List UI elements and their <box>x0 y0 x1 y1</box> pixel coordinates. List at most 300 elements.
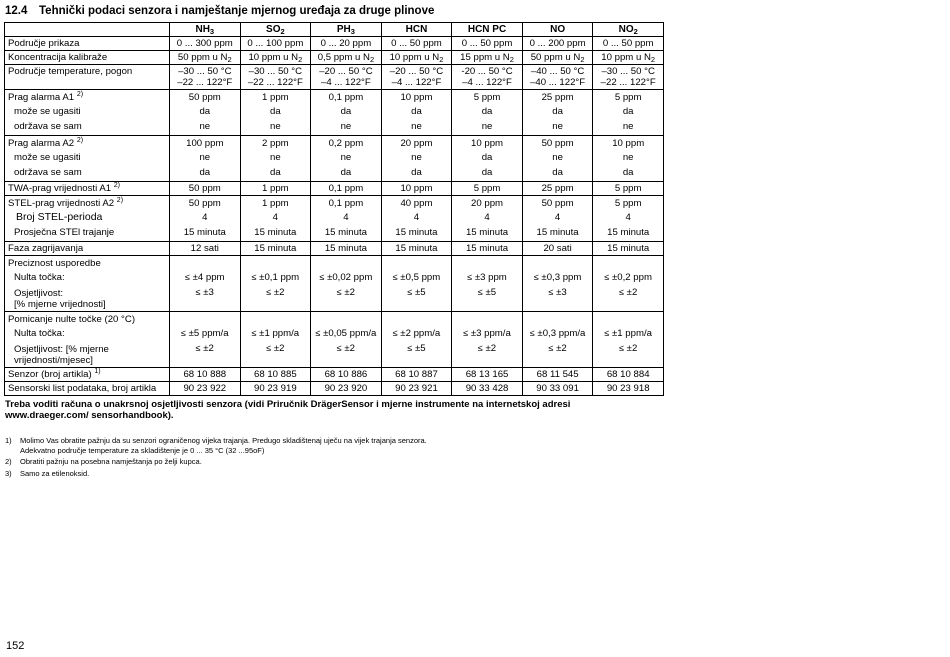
stel-periods: 4 <box>343 212 349 223</box>
page-number: 152 <box>6 640 25 652</box>
group-spacer <box>596 356 660 364</box>
le-sign: ≤ <box>195 343 201 353</box>
alarm-a2-footnote-ref: 2) <box>76 137 84 144</box>
alarm-latching: da <box>411 167 422 178</box>
gas-subscript: 2 <box>280 27 285 36</box>
alarm-can-ack: ne <box>270 152 281 163</box>
alarm-value: 10 ppm <box>400 92 433 103</box>
stel-label: STEL-prag vrijednosti A2 <box>8 198 115 209</box>
zero-value: ≤ ±0,02 ppm <box>319 272 373 283</box>
le-sign: ≤ <box>548 287 554 297</box>
n2-subscript: 2 <box>439 55 444 64</box>
stel-value: 40 ppm <box>400 198 433 209</box>
cell-drift <box>593 312 664 368</box>
cell-twa: 25 ppm <box>522 182 593 196</box>
cell-datasheet: 90 23 920 <box>311 382 382 396</box>
group-spacer <box>173 356 237 364</box>
le-sign: ≤ <box>185 272 190 282</box>
group-spacer <box>385 257 449 270</box>
group-spacer <box>526 356 590 364</box>
stel-value: 1 ppm <box>262 198 289 209</box>
alarm-a1-latching-label: održava se sam <box>14 121 82 132</box>
cell-calibration: 10 ppm u $N_2$ <box>240 51 311 65</box>
cell-sensor: 68 11 545 <box>522 368 593 382</box>
le-sign: ≤ <box>392 272 398 282</box>
alarm-value: 0,1 ppm <box>328 92 364 103</box>
cell-display-range: 0 ... 20 ppm <box>311 37 382 51</box>
cell-alarm-a2 <box>452 136 523 182</box>
alarm-value: 0,2 ppm <box>328 138 364 149</box>
zero-value: ≤ ±2 ppm/a <box>392 328 441 339</box>
cell-alarm-a1 <box>170 90 241 136</box>
section-title: Tehnički podaci senzora i namještanje mjernog uređaja za druge plinove <box>39 5 435 17</box>
le-sign: ≤ <box>315 328 321 338</box>
footnote-number: 2) <box>5 457 12 466</box>
cell-twa: 5 ppm <box>452 182 523 196</box>
stel-duration: 15 minuta <box>395 227 438 238</box>
le-sign: ≤ <box>604 272 610 282</box>
temp-fahrenheit: –22 ... 122°F <box>247 77 303 88</box>
le-sign: ≤ <box>266 287 272 297</box>
alarm-can-ack: da <box>481 152 493 163</box>
alarm-latching: ne <box>552 121 563 132</box>
stel-periods: 4 <box>413 212 420 223</box>
stel-duration: 15 minuta <box>324 227 367 238</box>
cell-alarm-a1 <box>593 90 664 136</box>
sens-value: ≤ ±2 <box>477 343 497 354</box>
le-sign: ≤ <box>195 287 201 297</box>
group-spacer <box>173 313 237 326</box>
zero-value: ≤ ±0,1 ppm <box>251 272 300 283</box>
cell-sensor: 68 10 888 <box>170 368 241 382</box>
n2-subscript: 2 <box>580 55 585 64</box>
section-heading <box>5 5 434 17</box>
alarm-can-ack: da <box>340 106 352 117</box>
le-sign: ≤ <box>604 328 610 338</box>
footnote <box>5 436 655 455</box>
precision-label: Preciznost usporedbe <box>8 258 101 269</box>
cell-twa: 50 ppm <box>170 182 241 196</box>
cell-precision <box>381 256 452 312</box>
group-spacer <box>385 300 449 308</box>
cell-warmup: 15 minuta <box>240 242 311 256</box>
section-number: 12.4 <box>5 5 28 17</box>
cell-twa: 1 ppm <box>240 182 311 196</box>
label-temperature: Područje temperature, pogon <box>5 65 170 90</box>
alarm-latching: da <box>270 167 281 178</box>
stel-periods: 4 <box>554 212 561 223</box>
le-sign: ≤ <box>477 343 483 353</box>
cell-temperature <box>522 65 593 90</box>
alarm-value: 5 ppm <box>614 92 642 103</box>
group-spacer <box>314 300 378 308</box>
le-sign: ≤ <box>181 328 186 338</box>
alarm-can-ack: da <box>199 106 211 117</box>
n2-subscript: 2 <box>509 55 514 64</box>
alarm-latching: ne <box>270 121 281 132</box>
stel-footnote-ref: 2) <box>116 197 124 204</box>
cell-temperature <box>452 65 523 90</box>
stel-periods: 4 <box>484 212 490 223</box>
drift-label: Pomicanje nulte točke (20 °C) <box>8 314 136 325</box>
temp-fahrenheit: –22 ... 122°F <box>177 77 233 88</box>
label-drift <box>5 312 170 368</box>
alarm-value: 100 ppm <box>186 138 224 149</box>
cell-datasheet: 90 23 922 <box>170 382 241 396</box>
le-sign: ≤ <box>463 328 469 338</box>
cell-drift <box>452 312 523 368</box>
stel-value: 50 ppm <box>188 198 221 209</box>
row-alarm-a1 <box>5 90 664 136</box>
cell-alarm-a2 <box>311 136 382 182</box>
group-spacer <box>173 300 237 308</box>
row-alarm-a2 <box>5 136 664 182</box>
cell-twa: 5 ppm <box>593 182 664 196</box>
cell-alarm-a1 <box>240 90 311 136</box>
gas-header: $NH_3$ <box>170 23 241 37</box>
cell-stel <box>452 196 523 242</box>
temp-fahrenheit: –4 ... 122°F <box>462 77 512 88</box>
gas-subscript: 2 <box>633 27 638 36</box>
le-sign: ≤ <box>336 287 342 297</box>
temp-celsius: –20 ... 50 °C <box>319 66 373 77</box>
cell-calibration: 10 ppm u $N_2$ <box>381 51 452 65</box>
cell-datasheet: 90 23 921 <box>381 382 452 396</box>
n2-subscript: 2 <box>227 55 232 64</box>
group-spacer <box>526 257 590 270</box>
cell-datasheet: 90 33 428 <box>452 382 523 396</box>
row-drift <box>5 312 664 368</box>
sens-value: ≤ ±2 <box>195 343 214 354</box>
row-calibration <box>5 51 664 65</box>
stel-duration: 15 minuta <box>254 227 297 238</box>
sens-value: ≤ ±3 <box>548 287 567 298</box>
cell-alarm-a1 <box>452 90 523 136</box>
alarm-latching: da <box>199 167 211 178</box>
cell-sensor: 68 10 887 <box>381 368 452 382</box>
sensor-footnote-ref: 1) <box>94 368 101 375</box>
stel-duration: 15 minuta <box>465 227 509 238</box>
le-sign: ≤ <box>548 343 554 353</box>
cell-display-range: 0 ... 200 ppm <box>522 37 593 51</box>
row-twa <box>5 182 664 196</box>
cell-temperature <box>240 65 311 90</box>
zero-value: ≤ ±4 ppm <box>185 272 225 283</box>
temp-fahrenheit: –40 ... 122°F <box>530 77 586 88</box>
precision-sens-label-2: [% mjerne vrijednosti] <box>14 299 106 310</box>
alarm-latching: da <box>622 167 634 178</box>
cell-precision <box>311 256 382 312</box>
row-stel <box>5 196 664 242</box>
row-warmup <box>5 242 664 256</box>
drift-sens-label-2: vrijednosti/mjesec] <box>14 355 93 366</box>
le-sign: ≤ <box>467 272 473 282</box>
zero-value: ≤ ±1 ppm/a <box>251 328 300 339</box>
row-precision <box>5 256 664 312</box>
cell-alarm-a2 <box>240 136 311 182</box>
alarm-latching: da <box>481 167 493 178</box>
label-calibration: Koncentracija kalibraže <box>5 51 170 65</box>
group-spacer <box>314 257 378 270</box>
temp-fahrenheit: –4 ... 122°F <box>321 77 371 88</box>
alarm-latching: da <box>552 167 563 178</box>
drift-zero-label: Nulta točka: <box>14 328 65 339</box>
gas-header: HCN <box>381 23 452 37</box>
cell-drift <box>381 312 452 368</box>
cross-sensitivity-note: Treba voditi računa o unakrsnoj osjetljivosti senzora (vidi Priručnik DrägerSensor i mjerne instrumente na internetskoj adresi www.draeger.com/ sensorhandbook). <box>5 399 571 421</box>
cell-precision <box>522 256 593 312</box>
zero-value: ≤ ±0,3 ppm <box>533 272 582 283</box>
group-spacer <box>455 356 519 364</box>
footnote-line: Samo za etilenoksid. <box>20 468 90 478</box>
cell-display-range: 0 ... 50 ppm <box>452 37 523 51</box>
sens-value: ≤ ±2 <box>336 287 356 298</box>
sens-value: ≤ ±2 <box>266 343 285 354</box>
cell-datasheet: 90 23 919 <box>240 382 311 396</box>
cell-sensor: 68 10 884 <box>593 368 664 382</box>
gas-subscript: 3 <box>209 27 215 36</box>
cell-alarm-a1 <box>311 90 382 136</box>
alarm-value: 25 ppm <box>541 92 574 103</box>
le-sign: ≤ <box>619 343 625 353</box>
footnote-line: Obratiti pažnju na posebna namještanja po želji kupca. <box>20 457 202 466</box>
cell-warmup: 12 sati <box>170 242 241 256</box>
label-stel <box>5 196 170 242</box>
cell-temperature <box>593 65 664 90</box>
group-spacer <box>526 313 590 326</box>
cell-stel <box>311 196 382 242</box>
group-spacer <box>244 300 308 308</box>
cell-display-range: 0 ... 50 ppm <box>381 37 452 51</box>
footnote-number: 1) <box>5 436 12 445</box>
drift-sens-label-1: Osjetljivost: [% mjerne <box>14 344 109 355</box>
group-spacer <box>173 257 237 270</box>
alarm-value: 50 ppm <box>541 138 574 149</box>
cell-warmup: 15 minuta <box>593 242 664 256</box>
gas-header: $PH_3$ <box>311 23 382 37</box>
label-alarm-a2 <box>5 136 170 182</box>
le-sign: ≤ <box>251 272 257 282</box>
cell-stel <box>381 196 452 242</box>
group-spacer <box>455 313 519 326</box>
cell-calibration: 0,5 ppm u $N_2$ <box>311 51 382 65</box>
zero-value: ≤ ±3 ppm/a <box>463 328 511 339</box>
alarm-a1-footnote-ref: 2) <box>76 91 84 98</box>
alarm-a2-latching-label: održava se sam <box>14 167 82 178</box>
sens-value: ≤ ±3 <box>195 287 214 298</box>
stel-duration: 15 minuta <box>607 227 650 238</box>
cell-precision <box>593 256 664 312</box>
gas-header: $NO_2$ <box>593 23 664 37</box>
alarm-can-ack: ne <box>199 152 211 163</box>
precision-zero-label: Nulta točka: <box>14 272 65 283</box>
temp-fahrenheit: –4 ... 122°F <box>391 77 442 88</box>
le-sign: ≤ <box>266 343 272 353</box>
row-display-range <box>5 37 664 51</box>
alarm-a2-label: Prag alarma A2 <box>8 138 75 149</box>
n2-subscript: 2 <box>650 55 656 64</box>
cell-warmup: 20 sati <box>522 242 593 256</box>
group-spacer <box>314 356 378 364</box>
n2-subscript: 2 <box>369 55 375 64</box>
alarm-latching: ne <box>411 121 422 132</box>
gas-header: $SO_2$ <box>240 23 311 37</box>
sens-value: ≤ ±5 <box>407 343 426 354</box>
label-alarm-a1 <box>5 90 170 136</box>
alarm-a1-label: Prag alarma A1 <box>8 92 75 103</box>
le-sign: ≤ <box>619 287 625 297</box>
le-sign: ≤ <box>319 272 325 282</box>
le-sign: ≤ <box>477 287 483 297</box>
alarm-latching: ne <box>199 121 211 132</box>
sens-value: ≤ ±2 <box>336 343 356 354</box>
temp-celsius: –30 ... 50 °C <box>601 66 655 77</box>
cell-stel <box>240 196 311 242</box>
stel-periods: 4 <box>202 212 208 223</box>
sens-value: ≤ ±2 <box>548 343 567 354</box>
cell-twa: 10 ppm <box>381 182 452 196</box>
label-warmup: Faza zagrijavanja <box>5 242 170 256</box>
zero-value: ≤ ±1 ppm/a <box>604 328 652 339</box>
footnotes <box>5 436 655 480</box>
label-datasheet: Sensorski list podataka, broj artikla <box>5 382 170 396</box>
footnote-number: 3) <box>5 468 12 478</box>
cell-precision <box>240 256 311 312</box>
label-sensor <box>5 368 170 382</box>
temp-celsius: –20 ... 50 °C <box>389 66 444 77</box>
cell-datasheet: 90 33 091 <box>522 382 593 396</box>
cell-sensor: 68 10 885 <box>240 368 311 382</box>
cell-drift <box>522 312 593 368</box>
cell-temperature <box>381 65 452 90</box>
stel-duration: 15 minuta <box>183 227 226 238</box>
cell-precision <box>452 256 523 312</box>
alarm-can-ack: ne <box>340 152 352 163</box>
group-spacer <box>455 300 519 308</box>
stel-periods: 4 <box>272 212 279 223</box>
cell-calibration: 15 ppm u $N_2$ <box>452 51 523 65</box>
stel-value: 0,1 ppm <box>328 198 364 209</box>
group-spacer <box>244 356 308 364</box>
alarm-value: 50 ppm <box>188 92 221 103</box>
alarm-can-ack: da <box>622 106 634 117</box>
group-spacer <box>596 300 660 308</box>
footnote-line: Molimo Vas obratite pažnju da su senzori ograničenog vijeka trajanja. Predugo skladištenaj uječu na vijek trajanja senzora. <box>20 436 427 445</box>
group-spacer <box>455 257 519 270</box>
alarm-latching: ne <box>340 121 352 132</box>
le-sign: ≤ <box>407 287 413 297</box>
footnote-line: Adekvatno područje temperature za skladištenje je 0 ... 35 °C (32 ...95oF) <box>20 445 265 455</box>
alarm-value: 10 ppm <box>471 138 504 149</box>
group-spacer <box>244 313 308 326</box>
label-twa <box>5 182 170 196</box>
header-corner <box>5 23 170 37</box>
sens-value: ≤ ±5 <box>477 287 497 298</box>
cell-stel <box>170 196 241 242</box>
group-spacer <box>526 300 590 308</box>
twa-label: TWA-prag vrijednosti A1 <box>8 183 112 194</box>
zero-value: ≤ ±0,5 ppm <box>392 272 441 283</box>
le-sign: ≤ <box>392 328 398 338</box>
temp-celsius: –40 ... 50 °C <box>530 66 585 77</box>
group-spacer <box>385 313 449 326</box>
sens-value: ≤ ±2 <box>619 287 638 298</box>
alarm-value: 1 ppm <box>262 92 289 103</box>
alarm-can-ack: da <box>270 106 281 117</box>
cell-stel <box>522 196 593 242</box>
alarm-can-ack: ne <box>622 152 634 163</box>
zero-value: ≤ ±3 ppm <box>467 272 507 283</box>
cell-calibration: 50 ppm u $N_2$ <box>170 51 241 65</box>
cell-alarm-a1 <box>381 90 452 136</box>
n2-subscript: 2 <box>298 55 303 64</box>
temp-fahrenheit: –22 ... 122°F <box>600 77 656 88</box>
cell-alarm-a2 <box>593 136 664 182</box>
temp-celsius: -20 ... 50 °C <box>461 66 513 77</box>
le-sign: ≤ <box>336 343 342 353</box>
group-spacer <box>596 313 660 326</box>
alarm-can-ack: da <box>552 106 563 117</box>
cell-sensor: 68 13 165 <box>452 368 523 382</box>
alarm-latching: ne <box>481 121 493 132</box>
group-spacer <box>314 313 378 326</box>
cell-display-range: 0 ... 50 ppm <box>593 37 664 51</box>
alarm-a2-can-ack-label: može se ugasiti <box>14 152 81 163</box>
group-spacer <box>244 257 308 270</box>
gas-header: HCN PC <box>452 23 523 37</box>
footnote <box>5 469 655 479</box>
label-display-range: Područje prikaza <box>5 37 170 51</box>
cell-display-range: 0 ... 300 ppm <box>170 37 241 51</box>
zero-value: ≤ ±0,3 ppm/a <box>529 328 586 339</box>
precision-sens-label-1: Osjetljivost: <box>14 288 64 299</box>
cell-temperature <box>311 65 382 90</box>
le-sign: ≤ <box>533 272 539 282</box>
alarm-a1-can-ack-label: može se ugasiti <box>14 106 81 117</box>
group-spacer <box>385 356 449 364</box>
le-sign: ≤ <box>529 328 535 338</box>
stel-periods-label: Broj STEL-perioda <box>16 211 103 223</box>
group-spacer <box>596 257 660 270</box>
cell-warmup: 15 minuta <box>452 242 523 256</box>
cell-stel <box>593 196 664 242</box>
cell-alarm-a1 <box>522 90 593 136</box>
alarm-can-ack: da <box>411 106 422 117</box>
alarm-value: 20 ppm <box>400 138 433 149</box>
stel-duration: 15 minuta <box>536 227 579 238</box>
stel-value: 50 ppm <box>541 198 574 209</box>
cell-drift <box>170 312 241 368</box>
alarm-can-ack: da <box>481 106 493 117</box>
cell-temperature <box>170 65 241 90</box>
alarm-can-ack: ne <box>552 152 563 163</box>
row-temperature <box>5 65 664 90</box>
temp-celsius: –30 ... 50 °C <box>248 66 303 77</box>
cell-display-range: 0 ... 100 ppm <box>240 37 311 51</box>
cell-calibration: 50 ppm u $N_2$ <box>522 51 593 65</box>
gas-subscript: 3 <box>350 27 355 36</box>
zero-value: ≤ ±0,2 ppm <box>604 272 652 283</box>
alarm-value: 10 ppm <box>612 138 645 149</box>
cell-alarm-a2 <box>522 136 593 182</box>
stel-value: 5 ppm <box>614 198 642 209</box>
twa-footnote-ref: 2) <box>113 182 120 189</box>
cell-warmup: 15 minuta <box>311 242 382 256</box>
alarm-value: 5 ppm <box>473 92 501 103</box>
stel-value: 20 ppm <box>471 198 504 209</box>
sens-value: ≤ ±2 <box>266 287 285 298</box>
temp-celsius: –30 ... 50 °C <box>178 66 232 77</box>
